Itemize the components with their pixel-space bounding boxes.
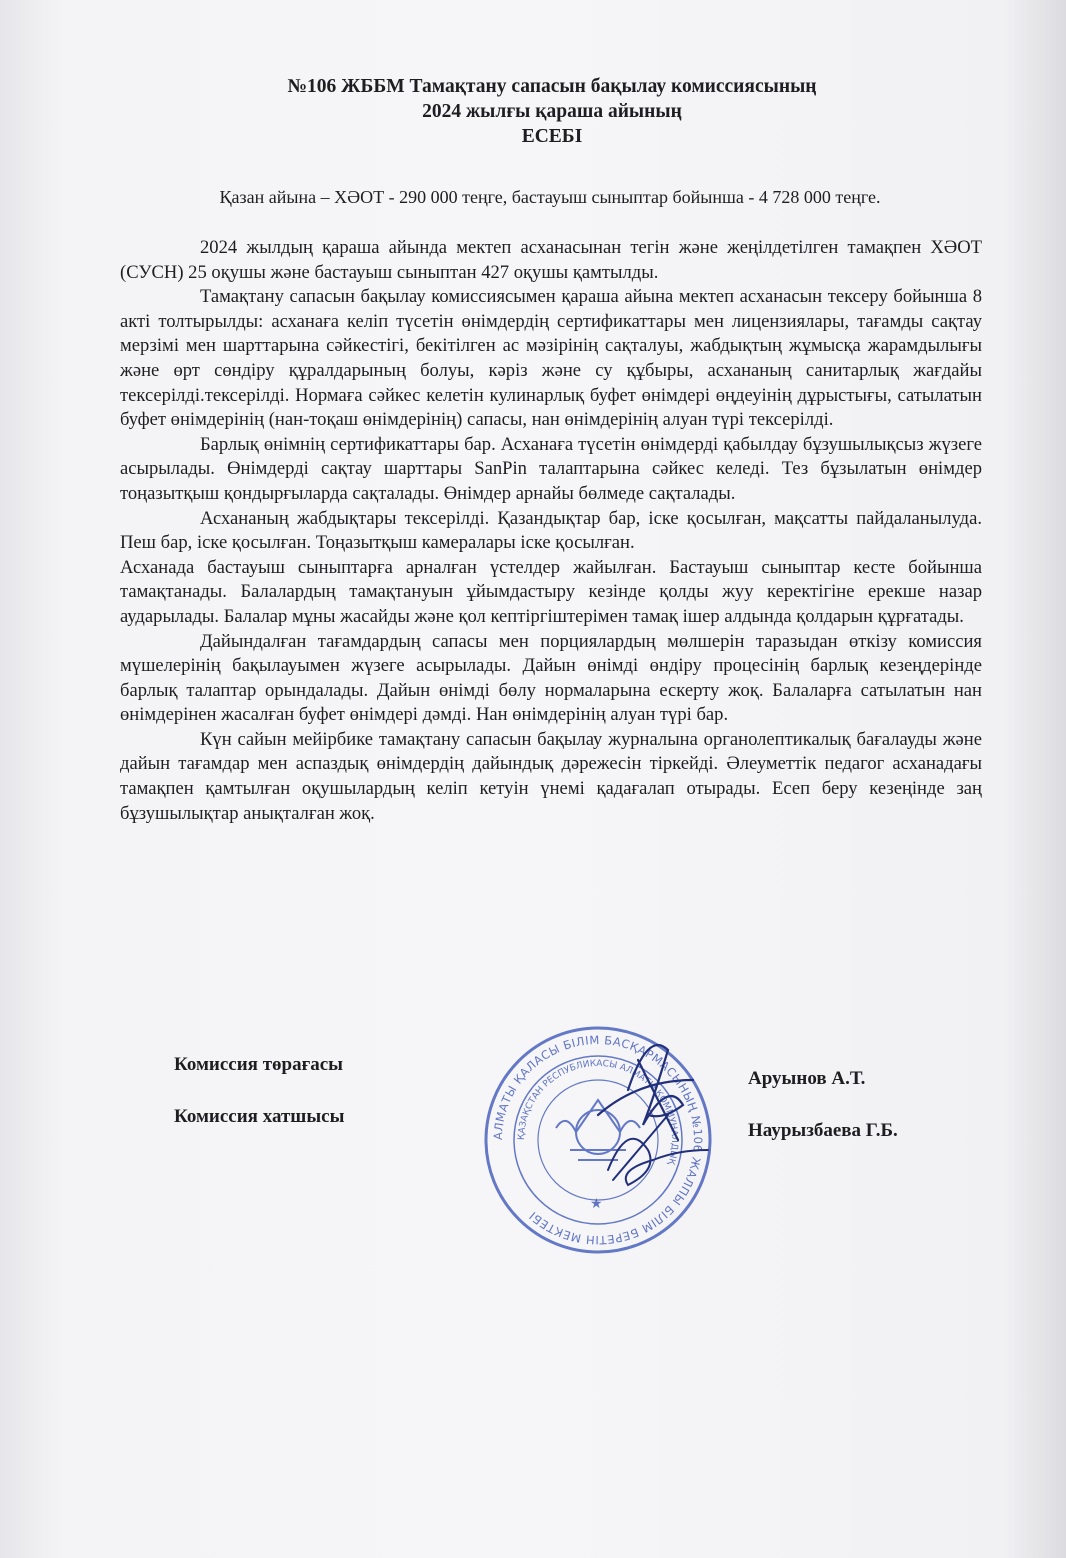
stamp-inner-text: ҚАЗАҚСТАН РЕСПУБЛИКАСЫ АЛМАТЫ КОММУНАЛДЫҚ [516,1058,680,1166]
secretary-label: Комиссия хатшысы [174,1106,345,1127]
header-report-word: ЕСЕБІ [521,126,583,147]
funding-summary: Қазан айына – ХӘОТ - 290 000 теңге, бастауыш сыныптар бойынша - 4 728 000 теңге. [219,187,881,207]
document-header [0,74,1066,149]
svg-text:★: ★ [590,1197,603,1212]
paragraph-dining: Асханада бастауыш сыныптарға арналған үстелдер жайылған. Бастауыш сыныптар кесте бойынша тамақтанады. Балалардың тамақтануын ұйымдастыру кезінде қолды жуу керектігіне ерекше назар аударылады. Балалар мұны жасайды және қол кептіргіштерімен тамақ ішер алдында қолдарын құрғатады. [120,556,982,627]
chair-label: Комиссия төрағасы [174,1054,343,1075]
stamp-outer-text: АЛМАТЫ ҚАЛАСЫ БІЛІМ БАСҚАРМАСЫНЫҢ №106 ЖАЛПЫ БІЛІМ БЕРЕТІН МЕКТЕБІ [490,1032,706,1248]
paragraph-equipment: Асхананың жабдықтары тексерілді. Қазандықтар бар, іске қосылған, мақсатты пайдаланылуда. Пеш бар, іске қосылған. Тоңазытқыш камералары іске қосылған. [120,507,982,554]
header-title-line: №106 ЖББМ Тамақтану сапасын бақылау комиссиясының [287,76,817,97]
paragraph-inspection: Тамақтану сапасын бақылау комиссиясымен қараша айына мектеп асханасын тексеру бойынша 8 акті толтырылды: асханаға келіп түсетін өнімдердің сертификаттары мен лицензиялары, тағамды сақтау мерзімі мен шарттарына сәйкестігі, бекітілген ас мәзірінің сақталуы, жабдықтың жұмысқа жарамдылығы және өрт сөндіру құралдарының болуы, кәріз және су құбыры, асхананың санитарлық жағдайы тексерілді.тексерілді. Нормаға сәйкес келетін кулинарлық буфет өнімдері өңдеуінің дұрыстығы, сатылатын буфет өнімдерінің (нан-тоқаш өнімдерінің) сапасы, нан өнімдерінің алуан түрі тексерілді. [120,286,982,431]
paragraph-coverage: 2024 жылдың қараша айында мектеп асханасынан тегін және жеңілдетілген тамақпен ХӘОТ (СУСН) 25 оқушы және бастауыш сыныптан 427 оқушы қамтылды. [120,237,982,283]
paragraph-portions: Дайындалған тағамдардың сапасы мен порциялардың мөлшерін таразыдан өткізу комиссия мүшелерінің бақылауымен жүзеге асырылады. Дайын өнімді өндіру процесінің барлық кезеңдерінде барлық талаптар орындалады. Дайын өнімді бөлу нормаларына ескерту жоқ. Балаларға сатылатын нан өнімдерінен жасалған буфет өнімдері дәмді. Нан өнімдерінің алуан түрі бар. [120,630,982,726]
secretary-name: Наурызбаева Г.Б. [748,1120,898,1141]
paragraph-certificates: Барлық өнімнің сертификаттары бар. Асханаға түсетін өнімдерді қабылдау бұзушылықсыз жүзеге асырылады. Өнімдерді сақтау шарттары SanPin талаптарына сәйкес келеді. Тез бұзылатын өнімдер тоңазытқыш қондырғыларда сақталады. Өнімдер арнайы бөлмеде сақталады. [120,433,982,504]
official-stamp [478,1020,718,1260]
report-body [120,236,982,826]
paragraph-daily-log: Күн сайын мейірбике тамақтану сапасын бақылау журналына органолептикалық бағалауды және дайын тағамдар мен аспаздық өнімдердің дайындық дәрежесін тіркейді. Әлеуметтік педагог асханадағы тамақпен қамтылған оқушылардың келіп кетуін үнемі қадағалап отырады. Есеп беру кезеңінде заң бұзушылықтар анықталған жоқ. [120,728,982,824]
chair-name: Аруынов А.Т. [748,1068,866,1089]
header-period-line: 2024 жылғы қараша айының [422,101,682,122]
